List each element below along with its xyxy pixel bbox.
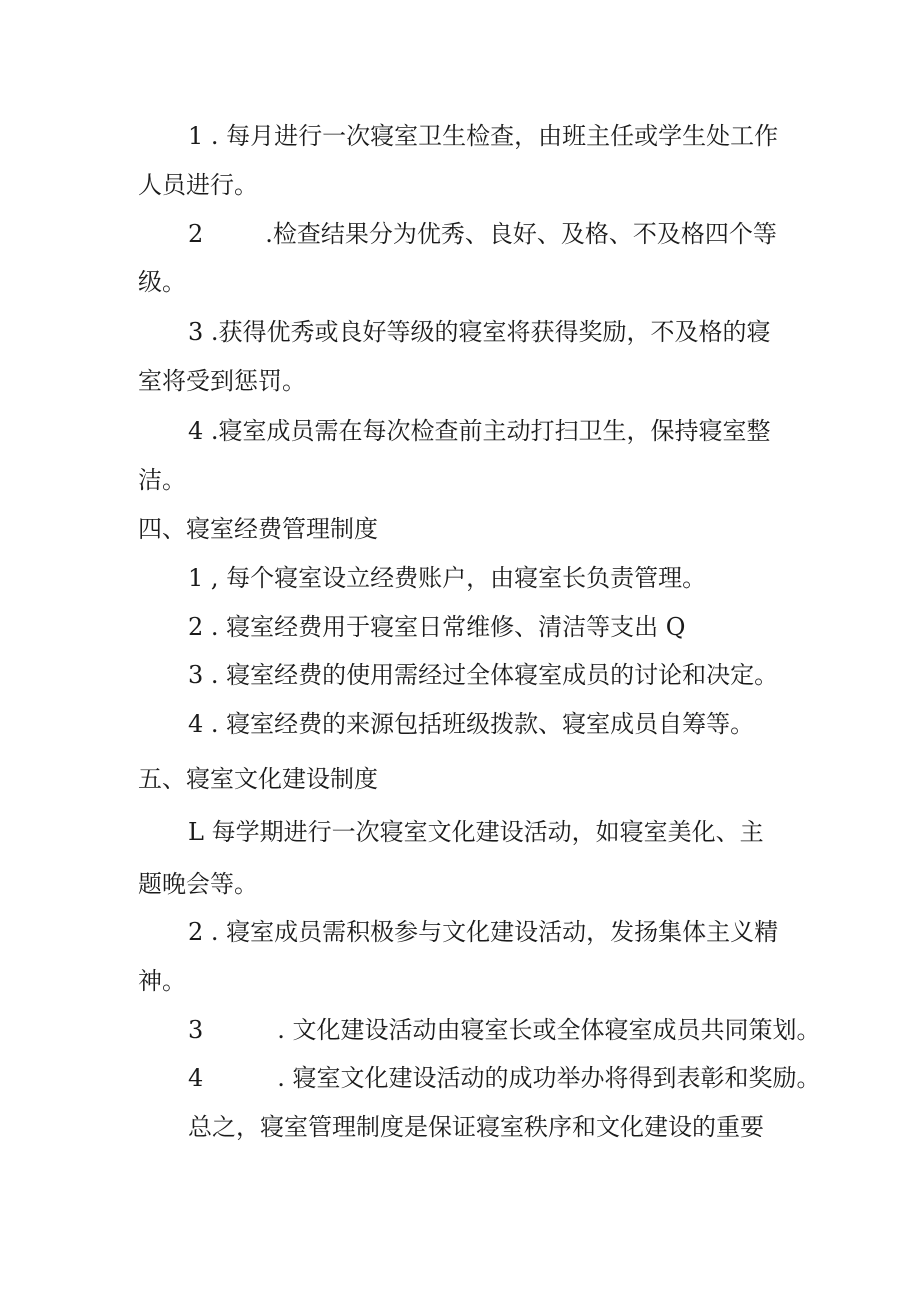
item-text: .获得优秀或良好等级的寝室将获得奖励，不及格的寝 — [210, 318, 771, 346]
item-text: 每学期进行一次寝室文化建设活动，如寝室美化、主 — [203, 818, 764, 846]
paragraph-item — [188, 918, 778, 947]
item-text: . 寝室经费用于寝室日常维修、清洁等支出 Q — [210, 613, 686, 641]
section-heading: 五、寝室文化建设制度 — [138, 765, 378, 793]
paragraph-item — [188, 318, 771, 347]
paragraph-item — [188, 613, 685, 642]
item-number: 2 — [188, 613, 204, 641]
paragraph-continuation: 级。 — [138, 268, 186, 296]
conclusion-paragraph: 总之，寝室管理制度是保证寝室秩序和文化建设的重要 — [188, 1113, 764, 1141]
paragraph-item — [188, 417, 771, 446]
paragraph-item — [188, 122, 778, 151]
item-number: 3 — [188, 318, 204, 346]
item-text: , 每个寝室设立经费账户，由寝室长负责管理。 — [210, 564, 707, 592]
paragraph-item — [188, 710, 754, 739]
paragraph-continuation: 洁。 — [138, 466, 186, 494]
paragraph-item — [188, 220, 777, 249]
item-number: 3 — [188, 1016, 204, 1044]
item-number: L — [188, 818, 204, 846]
paragraph-item — [188, 818, 764, 847]
paragraph-continuation: 人员进行。 — [138, 171, 258, 199]
item-text: .寝室成员需在每次检查前主动打扫卫生，保持寝室整 — [210, 417, 771, 445]
paragraph-item — [188, 661, 778, 690]
item-text: . 文化建设活动由寝室长或全体寝室成员共同策划。 — [277, 1016, 821, 1044]
item-text: . 寝室经费的来源包括班级拨款、寝室成员自筹等。 — [210, 710, 755, 738]
item-number: 3 — [188, 661, 204, 689]
paragraph-item — [188, 1016, 821, 1045]
paragraph-item — [188, 1064, 821, 1093]
item-number: 4 — [188, 417, 204, 445]
item-text: .检查结果分为优秀、良好、及格、不及格四个等 — [265, 220, 777, 248]
item-number: 4 — [188, 710, 204, 738]
item-text: . 每月进行一次寝室卫生检查，由班主任或学生处工作 — [210, 122, 779, 150]
paragraph-continuation: 题晚会等。 — [138, 870, 258, 898]
item-number: 1 — [188, 122, 204, 150]
item-number: 4 — [188, 1064, 204, 1092]
item-text: . 寝室成员需积极参与文化建设活动，发扬集体主义精 — [210, 918, 779, 946]
paragraph-item — [188, 564, 706, 593]
paragraph-continuation: 神。 — [138, 967, 186, 995]
section-heading: 四、寝室经费管理制度 — [138, 515, 378, 543]
item-text: . 寝室经费的使用需经过全体寝室成员的讨论和决定。 — [210, 661, 779, 689]
item-number: 2 — [188, 220, 204, 248]
item-number: 2 — [188, 918, 204, 946]
paragraph-continuation: 室将受到惩罚。 — [138, 367, 306, 395]
item-number: 1 — [188, 564, 204, 592]
item-text: . 寝室文化建设活动的成功举办将得到表彰和奖励。 — [277, 1064, 821, 1092]
